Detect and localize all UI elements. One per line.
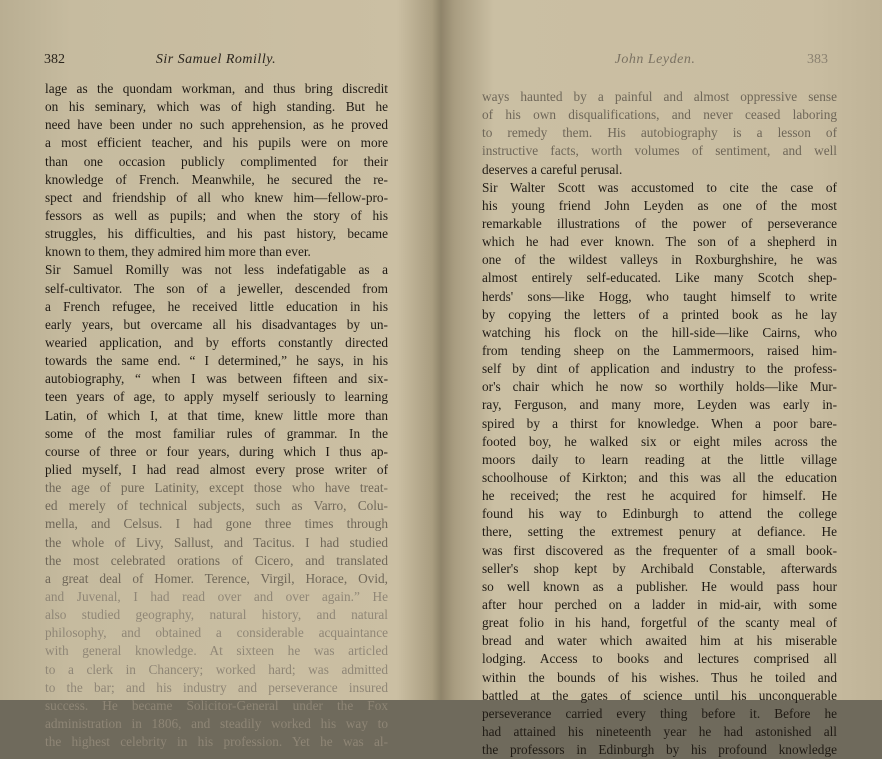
text-line: of his own disqualifications, and never ceased laboring	[482, 107, 837, 123]
text-line: need have been under no such apprehension, as he proved	[45, 117, 388, 133]
text-line: there, setting the extremest penury at defiance. He	[482, 524, 837, 540]
text-line: or's chair which he now so worthily holds—like Mur-	[482, 379, 837, 395]
text-line: early years, but overcame all his disadvantages by un-	[45, 316, 388, 332]
text-line: perseverance carried every thing before it. Before he	[482, 705, 837, 721]
text-line: the professors in Edinburgh by his profound knowledge	[482, 742, 837, 758]
text-line: spired by a thirst for knowledge. When a poor bare-	[482, 415, 837, 431]
text-line: footed boy, he walked six or eight miles across the	[482, 433, 837, 449]
text-line: bread and water which awaited him at his miserable	[482, 633, 837, 649]
text-line: philosophy, and obtained a considerable acquaintance	[45, 625, 388, 641]
right-page-text	[482, 88, 837, 759]
text-line: deserves a careful perusal.	[482, 161, 623, 177]
text-line: watching his flock on the hill-side—like Cairns, who	[482, 324, 837, 340]
text-line: known to them, they admired him more than ever.	[45, 244, 311, 260]
text-line: ray, Ferguson, and many more, Leyden was early in-	[482, 397, 837, 413]
text-line: with general knowledge. At sixteen he was articled	[45, 643, 388, 659]
text-line: towards the same end. “ I determined,” he says, in his	[45, 353, 388, 369]
text-line: to remedy them. His autobiography is a lesson of	[482, 125, 837, 141]
text-line: a most efficient teacher, and his pupils were on more	[45, 135, 388, 151]
text-line: administration in 1806, and steadily worked his way to	[45, 715, 388, 731]
text-line: ed merely of technical subjects, such as Varro, Colu-	[45, 498, 388, 514]
text-line: had attained his nineteenth year he had astonished all	[482, 723, 837, 739]
text-line: found his way to Edinburgh to attend the college	[482, 506, 837, 522]
text-line: also studied geography, natural history, and natural	[45, 607, 388, 623]
text-line: lodging. Access to books and lectures comprised all	[482, 651, 837, 667]
text-line: by copying the letters of a printed book as he lay	[482, 306, 837, 322]
text-line: mella, and Celsus. I had gone three times through	[45, 516, 388, 532]
text-line: one of the wildest valleys in Roxburghshire, he was	[482, 252, 837, 268]
text-line: ways haunted by a painful and almost oppressive sense	[482, 89, 837, 104]
right-running-title: John Leyden.	[614, 52, 696, 67]
text-line: the whole of Livy, Sallust, and Tacitus. I had studied	[45, 534, 388, 550]
text-line: remarkable illustrations of the power of perseverance	[482, 215, 837, 231]
left-running-title: Sir Samuel Romilly.	[155, 52, 277, 67]
text-line: herds' sons—like Hogg, who taught himself to write	[482, 288, 837, 304]
text-line: autobiography, “ when I was between fifteen and six-	[45, 371, 388, 387]
left-page-number: 382	[44, 52, 65, 67]
text-line: the age of pure Latinity, except those who have treat-	[45, 480, 388, 496]
text-line: course of three or four years, during which I thus ap-	[45, 443, 388, 459]
text-line: instructive facts, worth volumes of sentiment, and well	[482, 143, 837, 159]
text-line: after hour perched on a ladder in mid-air, with some	[482, 596, 837, 612]
text-line: Sir Samuel Romilly was not less indefatigable as a	[45, 262, 388, 278]
text-line: lage as the quondam workman, and thus bring discredit	[45, 81, 388, 96]
text-line: the highest celebrity in his profession. Yet he was al-	[45, 734, 388, 750]
left-page-text	[45, 80, 388, 751]
left-page	[0, 0, 440, 750]
text-line: and Juvenal, I had read over and over again.” He	[45, 588, 388, 604]
text-line: wearied application, and by efforts constantly directed	[45, 334, 388, 350]
text-line: within the bounds of his wishes. Thus he toiled and	[482, 669, 837, 685]
text-line: on his seminary, which was of high standing. But he	[45, 99, 388, 115]
text-line: some of the most familiar rules of grammar. In the	[45, 425, 388, 441]
text-line: so well known as a publisher. He would pass hour	[482, 578, 837, 594]
text-line: to the bar; and his industry and perseverance insured	[45, 679, 388, 695]
text-line: seller's shop kept by Archibald Constable, afterwards	[482, 560, 837, 576]
text-line: almost entirely self-educated. Like many Scotch shep-	[482, 270, 837, 286]
text-line: Latin, of which I, at that time, knew little more than	[45, 407, 388, 423]
text-line: he received; the rest he acquired for himself. He	[482, 488, 837, 504]
text-line: knowledge of French. Meanwhile, he secured the re-	[45, 171, 388, 187]
text-line: which he had ever known. The son of a shepherd in	[482, 234, 837, 250]
text-line: was first discovered as the frequenter of a small book-	[482, 542, 837, 558]
text-line: the most celebrated orations of Cicero, and translated	[45, 552, 388, 568]
text-line: self-cultivator. The son of a jeweller, descended from	[45, 280, 388, 296]
text-line: Sir Walter Scott was accustomed to cite the case of	[482, 179, 837, 195]
text-line: spect and friendship of all who knew him—fellow-pro-	[45, 189, 388, 205]
text-line: schoolhouse of Kirkton; and this was all the education	[482, 469, 837, 485]
right-page	[442, 0, 882, 758]
text-line: from tending sheep on the Lammermoors, raised him-	[482, 342, 837, 358]
text-line: great folio in his hand, forgetful of the scanty meal of	[482, 615, 837, 631]
text-line: battled at the gates of science until his unconquerable	[482, 687, 837, 703]
text-line: moors daily to learn reading at the little village	[482, 451, 837, 467]
text-line: teen years of age, to apply myself seriously to learning	[45, 389, 388, 405]
text-line: success. He became Solicitor-General under the Fox	[45, 697, 388, 713]
text-line: than one occasion publicly complimented for their	[45, 153, 388, 169]
text-line: fessors as well as pupils; and when the story of his	[45, 207, 388, 223]
text-line: self by dint of application and industry to the profess-	[482, 361, 837, 377]
text-line: his young friend John Leyden as one of the most	[482, 197, 837, 213]
text-line: a great deal of Homer. Terence, Virgil, Horace, Ovid,	[45, 570, 388, 586]
text-line: to a clerk in Chancery; worked hard; was admitted	[45, 661, 388, 677]
right-page-number: 383	[807, 52, 828, 67]
text-line: struggles, his difficulties, and his past history, became	[45, 226, 388, 242]
text-line: plied myself, I had read almost every prose writer of	[45, 461, 388, 477]
text-line: a French refugee, he received little education in his	[45, 298, 388, 314]
